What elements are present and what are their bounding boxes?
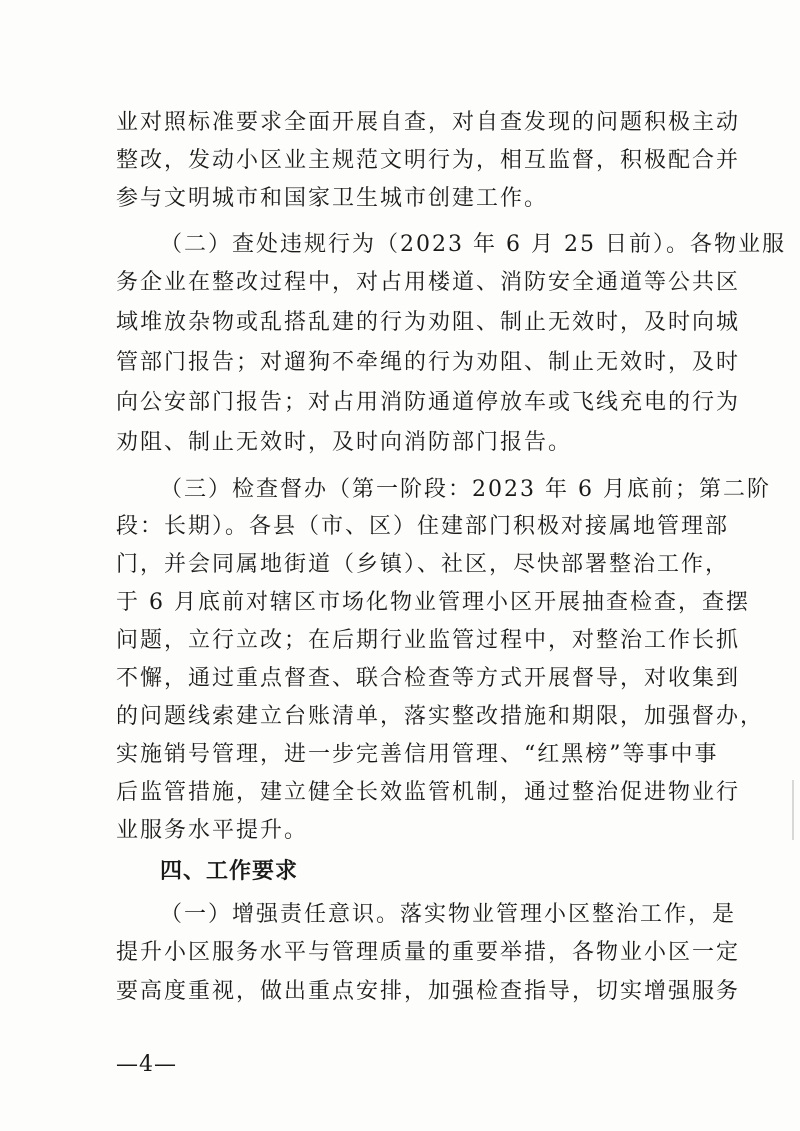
body-line: 劝阻、制止无效时，及时向消防部门报告。 <box>116 430 573 455</box>
subsection-line: （一）增强责任意识。落实物业管理小区整治工作，是 <box>160 902 737 927</box>
body-line: 管部门报告；对遛狗不牵绳的行为劝阻、制止无效时，及时 <box>116 350 741 375</box>
body-line: 段：长期）。各县（市、区）住建部门积极对接属地管理部 <box>116 514 730 539</box>
body-line: 业服务水平提升。 <box>116 818 309 843</box>
body-line: 参与文明城市和国家卫生城市创建工作。 <box>116 186 549 211</box>
body-line: 问题，立行立改；在后期行业监管过程中，对整治工作长抓 <box>116 628 741 653</box>
body-line: 业对照标准要求全面开展自查，对自查发现的问题积极主动 <box>116 110 741 135</box>
body-line: 向公安部门报告；对占用消防通道停放车或飞线充电的行为 <box>116 390 741 415</box>
scan-edge-mark <box>792 780 794 840</box>
body-line: 要高度重视，做出重点安排，加强检查指导，切实增强服务 <box>116 979 741 1004</box>
section-heading: 四、工作要求 <box>160 859 299 884</box>
body-line: 实施销号管理，进一步完善信用管理、“红黑榜”等事中事 <box>116 742 719 767</box>
body-line: 门，并会同属地街道（乡镇）、社区，尽快部署整治工作， <box>116 552 730 577</box>
section-2-line: （二）查处违规行为（2023 年 6 月 25 日前）。各物业服 <box>160 232 786 257</box>
body-line: 整改，发动小区业主规范文明行为，相互监督，积极配合并 <box>116 148 741 173</box>
body-line: 于 6 月底前对辖区市场化物业管理小区开展抽查检查，查摆 <box>116 590 750 615</box>
section-3-line: （三）检查督办（第一阶段：2023 年 6 月底前；第二阶 <box>160 477 771 502</box>
body-line: 不懈，通过重点督查、联合检查等方式开展督导，对收集到 <box>116 666 741 691</box>
body-line: 的问题线索建立台账清单，落实整改措施和期限，加强督办， <box>116 704 765 729</box>
page-number: —4— <box>116 1052 177 1077</box>
body-line: 后监管措施，建立健全长效监管机制，通过整治促进物业行 <box>116 780 741 805</box>
body-line: 务企业在整改过程中，对占用楼道、消防安全通道等公共区 <box>116 270 741 295</box>
body-line: 域堆放杂物或乱搭乱建的行为劝阻、制止无效时，及时向城 <box>116 310 741 335</box>
body-line: 提升小区服务水平与管理质量的重要举措，各物业小区一定 <box>116 940 741 965</box>
